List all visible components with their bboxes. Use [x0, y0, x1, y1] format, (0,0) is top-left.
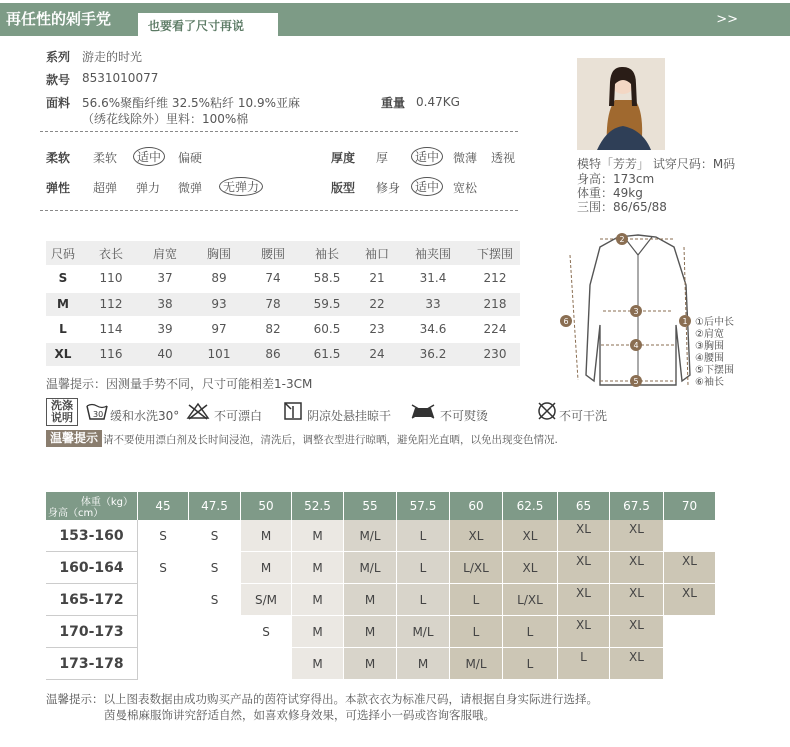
care-item: 阴凉处悬挂晾干	[307, 409, 392, 423]
weight-header: 50	[241, 492, 292, 520]
no-bleach-icon	[186, 402, 210, 420]
size-cell: 112	[99, 297, 123, 311]
diagram-legend	[695, 317, 734, 389]
soft-opt: 偏硬	[178, 151, 203, 165]
weight-header: 60	[450, 492, 503, 520]
size-cell: XL	[610, 584, 664, 616]
care-title-box	[46, 398, 78, 426]
corner-weight-label: 体重（kg）	[80, 497, 133, 508]
size-cell: XL	[610, 520, 664, 552]
size-header: 衣长	[98, 247, 123, 261]
size-cell: M	[292, 552, 344, 584]
model-measures: 三围：86/65/88	[577, 200, 667, 214]
footer-line-2: 茵曼棉麻服饰讲究舒适自然，如喜欢修身效果，可选择小一码或咨询客服哦。	[104, 708, 495, 722]
size-recommend-table	[46, 492, 716, 680]
size-cell: 24	[369, 347, 385, 361]
thick-opt: 微薄	[453, 151, 478, 165]
size-cell: L	[397, 520, 450, 552]
weight-header: 55	[344, 492, 397, 520]
size-cell: 61.5	[313, 347, 341, 361]
size-cell: 21	[369, 271, 385, 285]
series-label: 系列	[46, 50, 71, 64]
size-table-row	[46, 318, 520, 341]
fit-opt: 宽松	[453, 181, 478, 195]
size-header: 腰围	[260, 247, 285, 261]
size-header: 下摆围	[476, 247, 513, 261]
model-weight: 体重：49kg	[577, 186, 643, 200]
header-subtitle: 也要看了尺寸再说	[148, 19, 245, 33]
size-cell: L	[397, 552, 450, 584]
svg-text:3: 3	[633, 307, 639, 316]
svg-text:1: 1	[682, 317, 688, 326]
size-cell: S	[138, 552, 189, 584]
divider	[40, 210, 518, 211]
size-table-header	[46, 241, 520, 265]
size-cell: XL	[558, 616, 610, 648]
legend-item: ②肩宽	[695, 329, 724, 340]
size-cell: 110	[99, 271, 123, 285]
size-cell: M/L	[344, 520, 397, 552]
size-cell: L/XL	[450, 552, 503, 584]
footer-line-1: 温馨提示：以上图表数据由成功购买产品的茵符试穿得出。本款衣衣为标准尺码，请根据自身实际进行选择。	[46, 692, 598, 706]
size-cell: 101	[207, 347, 231, 361]
size-cell: XL	[610, 648, 664, 680]
size-cell: XL	[664, 584, 716, 616]
size-cell: L	[450, 584, 503, 616]
thick-opt: 厚	[376, 151, 389, 165]
size-cell: 230	[483, 347, 507, 361]
svg-text:5: 5	[633, 377, 639, 386]
size-cell: L	[503, 616, 558, 648]
size-cell	[241, 648, 292, 680]
care-title-1: 洗涤	[51, 399, 73, 412]
soft-label: 柔软	[46, 151, 71, 165]
legend-item: ③胸围	[695, 341, 724, 352]
size-cell: M	[397, 648, 450, 680]
more-link[interactable]: >>	[716, 12, 738, 27]
size-cell: XL	[450, 520, 503, 552]
size-cell-name: L	[59, 322, 67, 336]
size-cell	[138, 584, 189, 616]
elastic-label: 弹性	[46, 181, 71, 195]
svg-text:30: 30	[93, 410, 104, 419]
size-cell: XL	[558, 584, 610, 616]
care-item: 不可干洗	[559, 409, 608, 423]
size-header: 尺码	[50, 247, 75, 261]
size-cell: M	[344, 584, 397, 616]
size-cell	[664, 616, 716, 648]
model-info: 模特「芳芳」 试穿尺码：M码	[577, 157, 736, 171]
care-item: 缓和水洗30°	[110, 409, 180, 423]
weight-header: 45	[138, 492, 189, 520]
size-cell: 59.5	[313, 297, 341, 311]
size-cell: XL	[610, 552, 664, 584]
size-cell: 38	[157, 297, 173, 311]
size-cell: S	[189, 552, 241, 584]
weight-header: 57.5	[397, 492, 450, 520]
size-cell	[189, 616, 241, 648]
size-header: 袖夹围	[414, 247, 451, 261]
corner-height-label: 身高（cm）	[48, 508, 104, 519]
size-cell: 86	[265, 347, 281, 361]
size-cell: M	[241, 552, 292, 584]
size-cell: M/L	[344, 552, 397, 584]
height-header: 170-173	[46, 616, 138, 648]
size-cell: 33	[425, 297, 441, 311]
care-tip: 请不要使用漂白剂及长时间浸泡，清洗后，调整衣型进行晾晒，避免阳光直晒，以免出现变色情况.	[103, 434, 558, 446]
no-iron-icon	[409, 403, 437, 419]
size-cell: 224	[483, 322, 507, 336]
size-cell-name: S	[58, 271, 68, 285]
elastic-opt: 弹力	[136, 181, 161, 195]
size-cell: M	[292, 616, 344, 648]
size-cell: L	[450, 616, 503, 648]
model-photo	[577, 58, 665, 150]
size-cell	[664, 520, 716, 552]
size-cell: 23	[369, 322, 385, 336]
size-cell: 78	[265, 297, 281, 311]
size-cell: 40	[157, 347, 173, 361]
size-cell: XL	[503, 520, 558, 552]
size-cell	[138, 648, 189, 680]
size-cell: M	[241, 520, 292, 552]
divider	[40, 131, 518, 132]
fit-opt-selected: 适中	[411, 177, 443, 196]
soft-opt-selected: 适中	[133, 147, 165, 166]
height-header: 153-160	[46, 520, 138, 552]
size-cell-name: M	[57, 297, 69, 311]
legend-item: ⑥袖长	[695, 377, 724, 388]
table-corner	[46, 492, 138, 520]
size-cell: S	[189, 584, 241, 616]
thick-label: 厚度	[331, 151, 356, 165]
size-cell	[138, 616, 189, 648]
svg-text:4: 4	[633, 341, 639, 350]
garment-diagram	[548, 225, 780, 397]
series-value: 游走的时光	[82, 50, 143, 64]
code-value: 8531010077	[82, 71, 159, 85]
size-cell: 36.2	[419, 347, 447, 361]
elastic-opt: 超弹	[93, 181, 118, 195]
size-cell: M/L	[397, 616, 450, 648]
size-cell: L	[503, 648, 558, 680]
svg-text:2: 2	[619, 235, 625, 244]
size-table-row	[46, 343, 520, 366]
fit-label: 版型	[331, 181, 356, 195]
size-header: 胸围	[206, 247, 231, 261]
fabric-value: 56.6%聚酯纤维 32.5%粘纤 10.9%亚麻	[82, 96, 300, 110]
size-cell: M	[292, 648, 344, 680]
size-cell: M/L	[450, 648, 503, 680]
size-table-row	[46, 293, 520, 316]
weight-label: 重量	[381, 96, 406, 110]
fabric-label: 面料	[46, 96, 71, 110]
legend-item: ①后中长	[695, 317, 734, 328]
weight-header: 52.5	[292, 492, 344, 520]
size-cell: XL	[558, 552, 610, 584]
weight-header: 67.5	[610, 492, 664, 520]
hand-wash-icon	[86, 402, 108, 420]
size-cell: 97	[211, 322, 227, 336]
size-cell	[664, 648, 716, 680]
size-cell: 89	[211, 271, 227, 285]
size-cell: S/M	[241, 584, 292, 616]
size-cell: XL	[558, 520, 610, 552]
size-cell: L	[558, 648, 610, 680]
size-cell: 218	[483, 297, 507, 311]
size-cell-name: XL	[54, 347, 72, 361]
size-cell: S	[241, 616, 292, 648]
size-cell: XL	[610, 616, 664, 648]
weight-header: 62.5	[503, 492, 558, 520]
size-cell: S	[189, 520, 241, 552]
size-header: 袖长	[314, 247, 339, 261]
tip-badge: 温馨提示	[46, 430, 102, 447]
model-height: 身高：173cm	[577, 172, 655, 186]
svg-text:6: 6	[563, 317, 569, 326]
size-cell: 37	[157, 271, 173, 285]
care-item: 不可熨烫	[440, 409, 489, 423]
size-table-row	[46, 267, 520, 290]
size-cell: 93	[211, 297, 227, 311]
fabric-value-2: （绣花线除外）里料：100%棉	[82, 112, 249, 126]
size-cell: M	[292, 584, 344, 616]
line-dry-shade-icon	[283, 401, 303, 421]
weight-header: 65	[558, 492, 610, 520]
size-cell: 31.4	[419, 271, 447, 285]
weight-value: 0.47KG	[416, 95, 460, 109]
size-cell: XL	[664, 552, 716, 584]
thick-opt: 透视	[491, 151, 516, 165]
size-cell: 82	[265, 322, 281, 336]
code-label: 款号	[46, 73, 71, 87]
size-cell: M	[344, 616, 397, 648]
header-title: 再任性的剁手党	[6, 10, 112, 28]
care-title-2: 说明	[51, 411, 73, 424]
height-header: 160-164	[46, 552, 138, 584]
fit-opt: 修身	[376, 181, 401, 195]
care-item: 不可漂白	[214, 409, 263, 423]
size-cell: 116	[99, 347, 123, 361]
size-cell: 114	[99, 322, 123, 336]
height-header: 165-172	[46, 584, 138, 616]
size-cell: 58.5	[313, 271, 341, 285]
size-cell: 212	[483, 271, 507, 285]
legend-item: ⑤下摆围	[695, 365, 734, 376]
thick-opt-selected: 适中	[411, 147, 443, 166]
size-header: 肩宽	[152, 247, 177, 261]
size-note: 温馨提示：因测量手势不同，尺寸可能相差1-3CM	[46, 377, 313, 391]
elastic-opt: 微弹	[178, 181, 203, 195]
legend-item: ④腰围	[695, 353, 724, 364]
soft-opt: 柔软	[93, 151, 118, 165]
size-cell: M	[292, 520, 344, 552]
elastic-opt-selected: 无弹力	[219, 177, 263, 196]
size-cell: 39	[157, 322, 173, 336]
size-header: 袖口	[364, 247, 389, 261]
size-cell: L	[397, 584, 450, 616]
size-cell: 60.5	[313, 322, 341, 336]
weight-header: 70	[664, 492, 716, 520]
size-cell: 74	[265, 271, 281, 285]
weight-header: 47.5	[189, 492, 241, 520]
size-cell: M	[344, 648, 397, 680]
header-band	[0, 3, 790, 36]
size-cell: S	[138, 520, 189, 552]
size-cell: 22	[369, 297, 385, 311]
size-cell: L/XL	[503, 584, 558, 616]
size-cell: 34.6	[419, 322, 447, 336]
no-dry-clean-icon	[537, 401, 557, 421]
size-cell: XL	[503, 552, 558, 584]
size-cell	[189, 648, 241, 680]
height-header: 173-178	[46, 648, 138, 680]
